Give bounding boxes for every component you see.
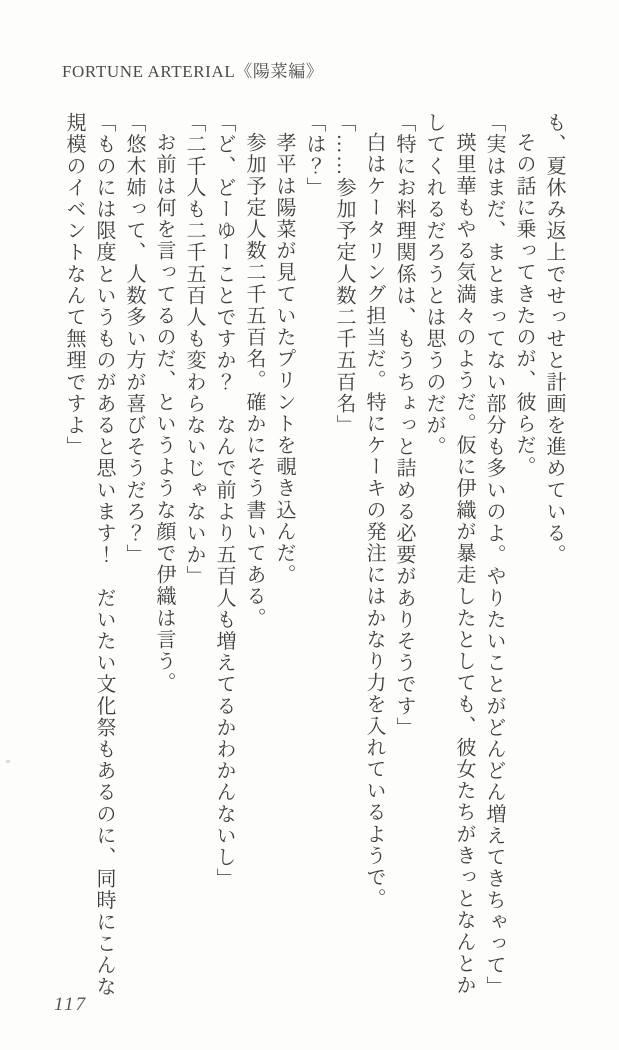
paragraph: 「実はまだ、まとまってない部分も多いのよ。やりたいことがどんどん増えてきちゃって」 xyxy=(483,112,505,998)
running-header: FORTUNE ARTERIAL《陽菜編》 xyxy=(62,62,324,81)
page-number: 117 xyxy=(54,994,88,1015)
body-text xyxy=(55,112,569,1006)
paragraph: お前は何を言ってるのだ、というような顔で伊織は言う。 xyxy=(153,132,175,694)
paragraph: 白はケータリング担当だ。特にケーキの発注にはかなり力を入れているようで。 xyxy=(363,132,385,910)
paragraph: 「悠木姉って、人数多い方が喜びそうだろ？」 xyxy=(123,112,145,566)
paragraph: 「……参加予定人数二千五百名」 xyxy=(333,112,355,436)
paragraph: 「ど、どーゆーことですか？ なんで前より五百人も増えてるかわかんないし」 xyxy=(213,112,235,890)
paragraph: 「特にお料理関係は、もうちょっと詰める必要がありそうです」 xyxy=(393,112,415,739)
paragraph: 「二千人も二千五百人も変わらないじゃないか」 xyxy=(183,112,205,588)
paragraph: も、夏休み返上でせっせと計画を進めている。 xyxy=(543,112,565,566)
paragraph: 「は？」 xyxy=(303,112,325,199)
paragraph: その話に乗ってきたのが、彼らだ。 xyxy=(513,132,535,478)
paragraph: 瑛里華もやる気満々のようだ。仮に伊織が暴走したとしても、彼女たちがきっとなんとかしてくれるだろうとは思うのだが。 xyxy=(423,112,475,996)
paragraph: 孝平は陽菜が見ていたプリントを覗き込んだ。 xyxy=(273,132,295,586)
paragraph: 参加予定人数二千五百名。確かにそう書いてある。 xyxy=(243,132,265,629)
scan-speck xyxy=(6,760,10,763)
paragraph: 「ものには限度というものがあると思います！ だいたい文化祭もあるのに、同時にこんな規模のイベントなんて無理ですよ」 xyxy=(63,112,115,998)
